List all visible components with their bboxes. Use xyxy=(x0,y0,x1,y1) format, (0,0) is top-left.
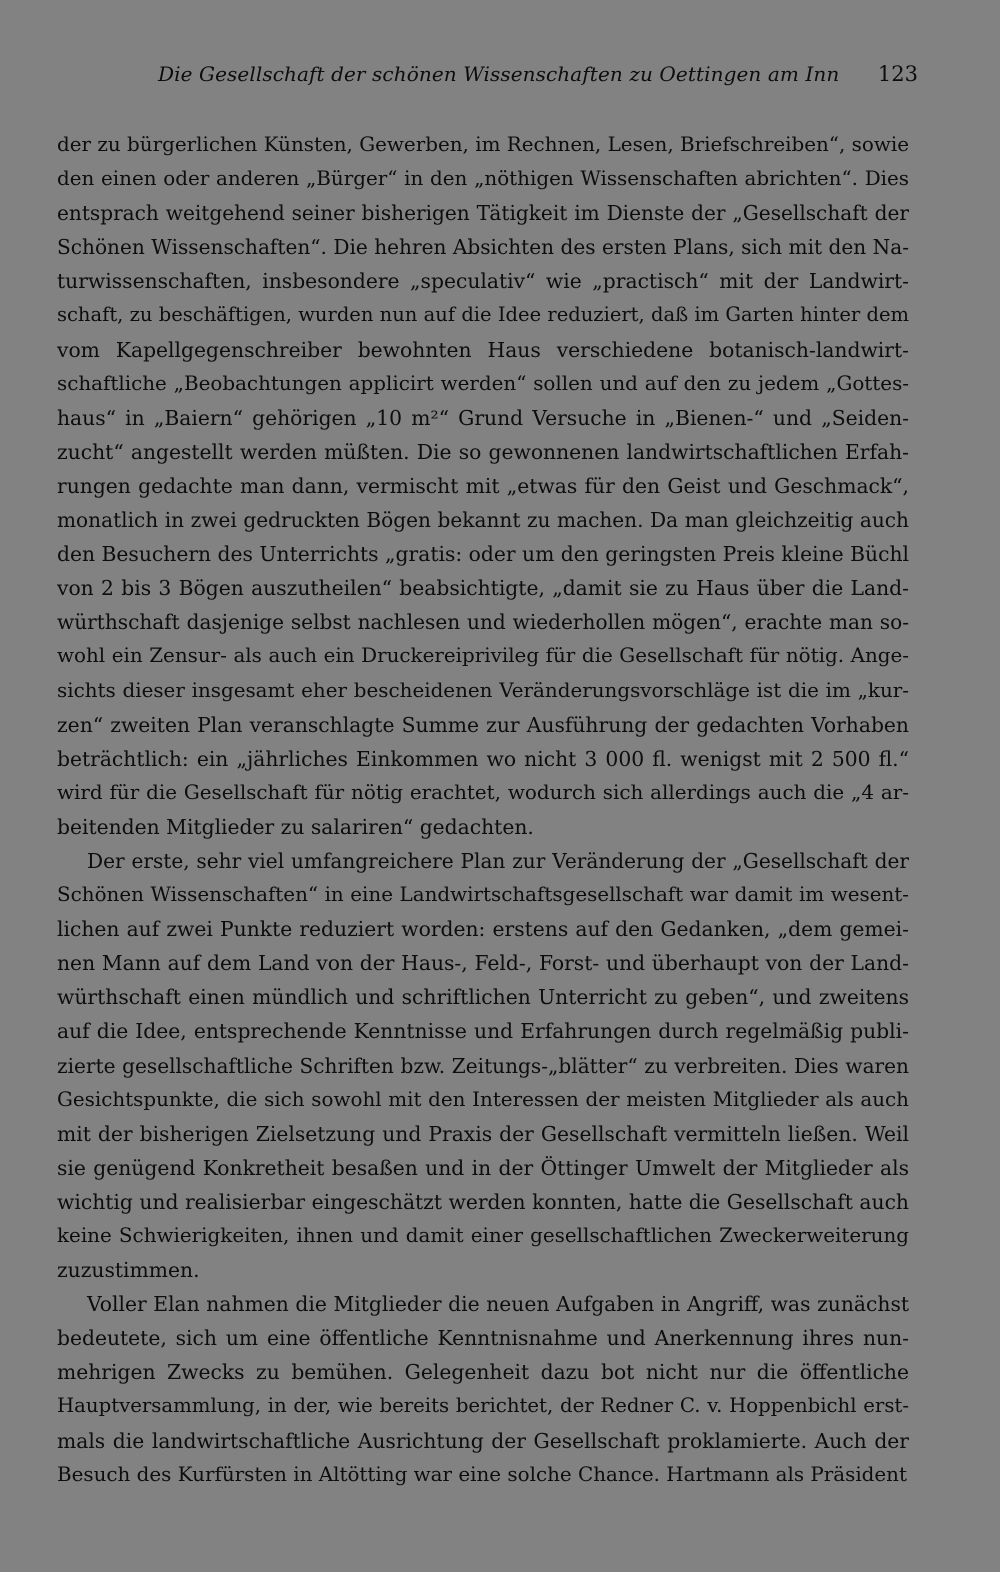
text-line: vom Kapellgegenschreiber bewohnten Haus verschiedene botanisch-landwirt- xyxy=(57,337,909,362)
text-line: wohl ein Zensur- als auch ein Druckereiprivileg für die Gesellschaft für nötig. Ange- xyxy=(57,644,909,668)
body-text xyxy=(57,128,909,1492)
running-title: Die Gesellschaft der schönen Wissenschaften zu Oettingen am Inn xyxy=(158,62,840,86)
text-line: würthschaft dasjenige selbst nachlesen und wiederhollen mögen“, erachte man so- xyxy=(57,610,909,635)
text-line: lichen auf zwei Punkte reduziert worden: erstens auf den Gedanken, „dem gemei- xyxy=(57,917,909,942)
text-line: von 2 bis 3 Bögen auszutheilen“ beabsichtigte, „damit sie zu Haus über die Land- xyxy=(57,576,909,601)
paragraph xyxy=(57,844,909,1287)
text-line: Hauptversammlung, in der, wie bereits berichtet, der Redner C. v. Hoppenbichl erst- xyxy=(57,1394,909,1418)
text-line: wird für die Gesellschaft für nötig erachtet, wodurch sich allerdings auch die „4 ar- xyxy=(57,780,909,804)
text-line: sie genügend Konkretheit besaßen und in der Öttinger Umwelt der Mitglieder als xyxy=(57,1155,909,1180)
text-line: monatlich in zwei gedruckten Bögen bekannt zu machen. Da man gleichzeitig auch xyxy=(57,508,909,533)
text-line: zucht“ angestellt werden müßten. Die so gewonnenen landwirtschaftlichen Erfah- xyxy=(57,439,909,464)
text-line: Besuch des Kurfürsten in Altötting war eine solche Chance. Hartmann als Präsident xyxy=(57,1462,907,1486)
text-line: Schönen Wissenschaften“. Die hehren Absichten des ersten Plans, sich mit den Na- xyxy=(57,235,909,260)
text-line: turwissenschaften, insbesondere „speculativ“ wie „practisch“ mit der Landwirt- xyxy=(57,269,909,294)
text-line: beitenden Mitglieder zu salariren“ gedachten. xyxy=(57,814,534,839)
text-line: mehrigen Zwecks zu bemühen. Gelegenheit dazu bot nicht nur die öffentliche xyxy=(57,1360,909,1385)
text-line: schaftliche „Beobachtungen applicirt werden“ sollen und auf den zu jedem „Gottes- xyxy=(57,371,909,395)
text-line: Schönen Wissenschaften“ in eine Landwirtschaftsgesellschaft war damit im wesent- xyxy=(57,883,909,907)
text-line: bedeutete, sich um eine öffentliche Kenntnisnahme und Anerkennung ihres nun- xyxy=(57,1326,909,1351)
text-line: zen“ zweiten Plan veranschlagte Summe zur Ausführung der gedachten Vorhaben xyxy=(57,712,909,737)
text-line: rungen gedachte man dann, vermischt mit „etwas für den Geist und Geschmack“, xyxy=(57,473,909,498)
text-line: zuzustimmen. xyxy=(57,1258,200,1283)
text-line: den Besuchern des Unterrichts „gratis: oder um den geringsten Preis kleine Büchl xyxy=(57,542,909,567)
text-line: mals die landwirtschaftliche Ausrichtung der Gesellschaft proklamierte. Auch der xyxy=(57,1428,909,1453)
text-line: der zu bürgerlichen Künsten, Gewerben, im Rechnen, Lesen, Briefschreiben“, sowie xyxy=(57,133,909,156)
text-line: schaft, zu beschäftigen, wurden nun auf die Idee reduziert, daß im Garten hinter dem xyxy=(57,303,909,327)
text-line: würthschaft einen mündlich und schriftlichen Unterricht zu geben“, und zweitens xyxy=(57,985,909,1010)
page-number: 123 xyxy=(877,62,918,86)
text-line: Der erste, sehr viel umfangreichere Plan zur Veränderung der „Gesellschaft der xyxy=(87,848,909,873)
text-line: nen Mann auf dem Land von der Haus-, Feld-, Forst- und überhaupt von der Land- xyxy=(57,951,909,976)
text-line: beträchtlich: ein „jährliches Einkommen wo nicht 3 000 fl. wenigst mit 2 500 fl.“ xyxy=(57,746,909,771)
text-line: Voller Elan nahmen die Mitglieder die neuen Aufgaben in Angriff, was zunächst xyxy=(87,1292,909,1317)
text-line: haus“ in „Baiern“ gehörigen „10 m²“ Grund Versuche in „Bienen-“ und „Seiden- xyxy=(57,405,909,430)
text-line: wichtig und realisierbar eingeschätzt werden konnten, hatte die Gesellschaft auch xyxy=(57,1189,909,1214)
text-line: den einen oder anderen „Bürger“ in den „nöthigen Wissenschaften abrichten“. Dies xyxy=(57,167,909,191)
text-line: keine Schwierigkeiten, ihnen und damit einer gesellschaftlichen Zweckerweiterung xyxy=(57,1224,909,1247)
paragraph xyxy=(57,1287,909,1492)
text-line: entsprach weitgehend seiner bisherigen Tätigkeit im Dienste der „Gesellschaft der xyxy=(57,201,909,226)
running-head xyxy=(55,62,918,92)
text-line: sichts dieser insgesamt eher bescheidenen Veränderungsvorschläge ist die im „kur- xyxy=(57,678,909,702)
paragraph xyxy=(57,128,909,844)
text-line: auf die Idee, entsprechende Kenntnisse und Erfahrungen durch regelmäßig publi- xyxy=(57,1019,909,1044)
text-line: Gesichtspunkte, die sich sowohl mit den Interessen der meisten Mitglieder als auch xyxy=(57,1087,909,1111)
text-line: mit der bisherigen Zielsetzung und Praxis der Gesellschaft vermitteln ließen. Weil xyxy=(57,1121,909,1146)
text-line: zierte gesellschaftliche Schriften bzw. Zeitungs-„blätter“ zu verbreiten. Dies waren xyxy=(57,1053,909,1078)
